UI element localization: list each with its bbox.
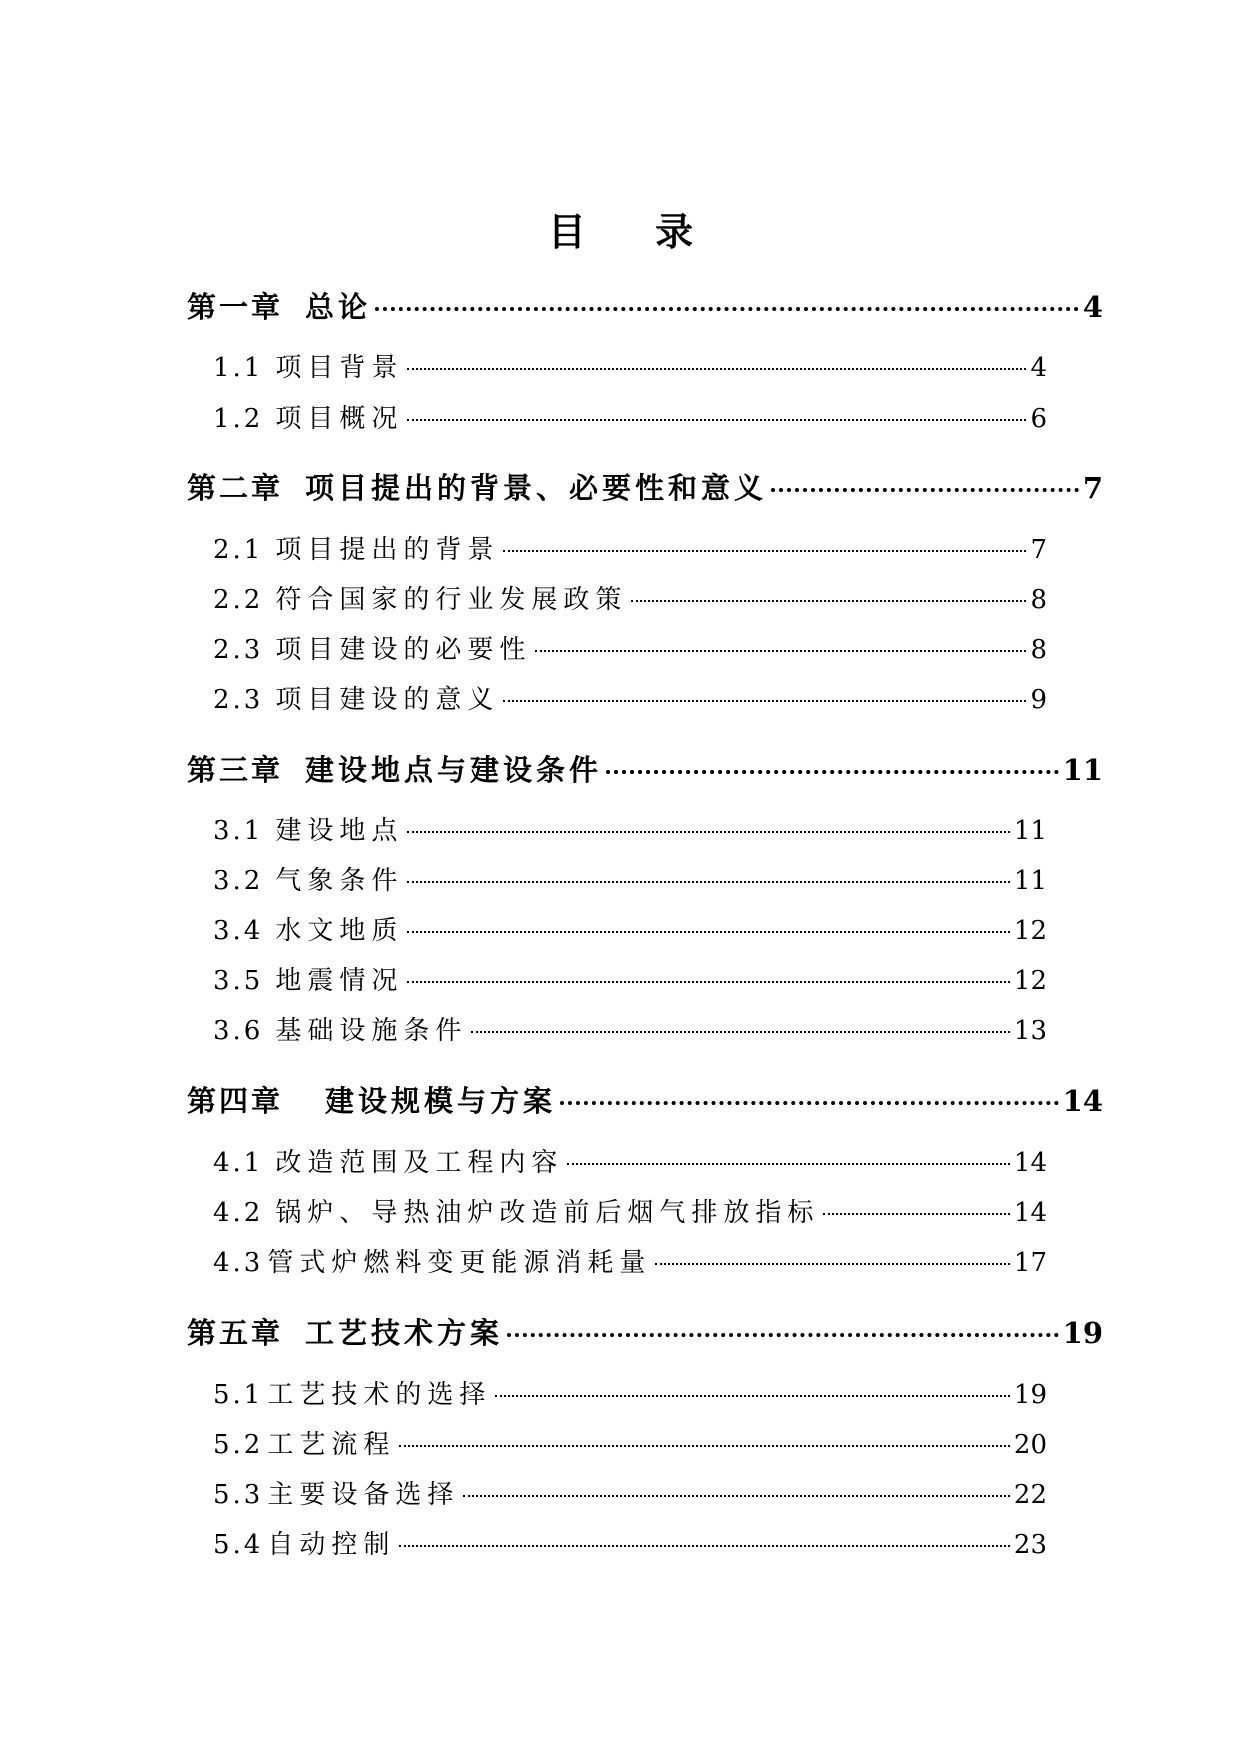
section-title: 项目建设的意义 bbox=[275, 685, 500, 715]
section-title: 锅炉、导热油炉改造前后烟气排放指标 bbox=[275, 1198, 820, 1228]
section-title: 工艺技术的选择 bbox=[267, 1380, 492, 1410]
section-title: 项目概况 bbox=[275, 404, 404, 434]
section-page-number: 4 bbox=[1030, 353, 1047, 383]
toc-section-label bbox=[213, 913, 403, 949]
section-number: 5.4 bbox=[213, 1530, 264, 1560]
toc-section-label bbox=[213, 401, 403, 437]
toc-chapter-label bbox=[187, 750, 602, 790]
toc-section-5-1 bbox=[213, 1377, 1047, 1413]
section-number: 4.1 bbox=[213, 1148, 264, 1178]
toc-section-4-1 bbox=[213, 1145, 1047, 1181]
toc-chapter-4 bbox=[187, 1081, 1103, 1121]
section-title: 基础设施条件 bbox=[275, 1016, 468, 1046]
section-number: 5.1 bbox=[213, 1380, 264, 1410]
section-page-number: 20 bbox=[1013, 1430, 1047, 1460]
chapter-title: 工艺技术方案 bbox=[305, 1316, 504, 1350]
section-title: 管式炉燃料变更能源消耗量 bbox=[267, 1248, 652, 1278]
section-page-number: 23 bbox=[1013, 1530, 1047, 1560]
chapter-title: 总论 bbox=[305, 290, 372, 324]
chapter-number: 第三章 bbox=[187, 753, 284, 787]
section-title: 改造范围及工程内容 bbox=[275, 1148, 564, 1178]
section-number: 3.1 bbox=[213, 816, 264, 846]
dot-leader bbox=[507, 1333, 1059, 1337]
section-number: 4.3 bbox=[213, 1248, 264, 1278]
dot-leader bbox=[655, 1263, 1010, 1265]
section-page-number: 8 bbox=[1030, 635, 1047, 665]
section-number: 3.4 bbox=[213, 916, 264, 946]
toc-section-label bbox=[213, 813, 403, 849]
toc-section-label bbox=[213, 863, 403, 899]
toc-section-3-4 bbox=[213, 963, 1047, 999]
toc-section-label bbox=[213, 582, 627, 618]
toc-section-3-1 bbox=[213, 813, 1047, 849]
section-title: 项目提出的背景 bbox=[275, 535, 500, 565]
toc-section-label bbox=[213, 1427, 395, 1463]
section-page-number: 13 bbox=[1013, 1016, 1047, 1046]
dot-leader bbox=[606, 770, 1059, 774]
chapter-page-number: 7 bbox=[1082, 471, 1103, 505]
toc-section-label bbox=[213, 1195, 819, 1231]
section-title: 气象条件 bbox=[275, 866, 404, 896]
section-title: 符合国家的行业发展政策 bbox=[275, 585, 628, 615]
toc-chapter-5 bbox=[187, 1313, 1103, 1353]
toc-section-5-2 bbox=[213, 1427, 1047, 1463]
chapter-number: 第五章 bbox=[187, 1316, 284, 1350]
section-number: 2.1 bbox=[213, 535, 264, 565]
toc-chapter-label bbox=[187, 287, 371, 327]
chapter-page-number: 4 bbox=[1082, 290, 1103, 324]
dot-leader bbox=[503, 550, 1026, 552]
section-title: 项目建设的必要性 bbox=[275, 635, 532, 665]
chapter-title: 建设地点与建设条件 bbox=[305, 753, 603, 787]
section-number: 3.2 bbox=[213, 866, 264, 896]
dot-leader bbox=[407, 419, 1026, 421]
dot-leader bbox=[503, 700, 1026, 702]
toc-section-2-3 bbox=[213, 632, 1047, 668]
section-page-number: 19 bbox=[1013, 1380, 1047, 1410]
section-title: 水文地质 bbox=[275, 916, 404, 946]
section-number: 2.2 bbox=[213, 585, 264, 615]
section-title: 项目背景 bbox=[275, 353, 404, 383]
toc-section-5-4 bbox=[213, 1527, 1047, 1563]
section-number: 2.3 bbox=[213, 635, 264, 665]
toc-section-label bbox=[213, 963, 403, 999]
section-number: 1.1 bbox=[213, 353, 264, 383]
section-page-number: 14 bbox=[1013, 1148, 1047, 1178]
toc-section-4-2 bbox=[213, 1195, 1047, 1231]
chapter-number: 第二章 bbox=[187, 471, 284, 505]
toc-chapter-3 bbox=[187, 750, 1103, 790]
section-number: 4.2 bbox=[213, 1198, 264, 1228]
section-page-number: 14 bbox=[1013, 1198, 1047, 1228]
toc-section-label bbox=[213, 1013, 467, 1049]
toc-section-1-2 bbox=[213, 401, 1047, 437]
section-number: 2.3 bbox=[213, 685, 264, 715]
toc-section-label bbox=[213, 632, 531, 668]
toc-chapter-label bbox=[187, 468, 767, 508]
dot-leader bbox=[407, 931, 1010, 933]
section-page-number: 8 bbox=[1030, 585, 1047, 615]
dot-leader bbox=[823, 1213, 1010, 1215]
dot-leader bbox=[567, 1163, 1010, 1165]
toc-section-3-5 bbox=[213, 1013, 1047, 1049]
section-page-number: 11 bbox=[1013, 816, 1047, 846]
dot-leader bbox=[399, 1545, 1010, 1547]
toc-section-label bbox=[213, 1477, 459, 1513]
chapter-number: 第四章 bbox=[187, 1084, 284, 1118]
toc-section-2-4 bbox=[213, 682, 1047, 718]
dot-leader bbox=[407, 881, 1010, 883]
dot-leader bbox=[495, 1395, 1010, 1397]
dot-leader bbox=[375, 307, 1079, 311]
toc-section-5-3 bbox=[213, 1477, 1047, 1513]
dot-leader bbox=[407, 368, 1026, 370]
toc-section-label bbox=[213, 1527, 395, 1563]
dot-leader bbox=[631, 600, 1026, 602]
section-page-number: 17 bbox=[1013, 1248, 1047, 1278]
toc-chapter-1 bbox=[187, 287, 1103, 327]
toc-section-label bbox=[213, 1377, 491, 1413]
chapter-title: 项目提出的背景、必要性和意义 bbox=[305, 471, 768, 505]
section-number: 5.2 bbox=[213, 1430, 264, 1460]
dot-leader bbox=[399, 1445, 1010, 1447]
toc-chapter-label bbox=[187, 1081, 556, 1121]
page-title: 目 录 bbox=[547, 209, 722, 254]
section-page-number: 6 bbox=[1030, 404, 1047, 434]
toc-chapter-label bbox=[187, 1313, 503, 1353]
chapter-page-number: 11 bbox=[1062, 753, 1103, 787]
toc-section-label bbox=[213, 1145, 563, 1181]
section-title: 地震情况 bbox=[275, 966, 404, 996]
chapter-number: 第一章 bbox=[187, 290, 284, 324]
toc-chapter-2 bbox=[187, 468, 1103, 508]
chapter-page-number: 19 bbox=[1062, 1316, 1103, 1350]
section-title: 自动控制 bbox=[267, 1530, 396, 1560]
section-page-number: 12 bbox=[1013, 966, 1047, 996]
section-title: 主要设备选择 bbox=[267, 1480, 460, 1510]
section-number: 3.6 bbox=[213, 1016, 264, 1046]
toc-section-label bbox=[213, 1245, 651, 1281]
dot-leader bbox=[407, 831, 1010, 833]
section-page-number: 11 bbox=[1013, 866, 1047, 896]
section-page-number: 12 bbox=[1013, 916, 1047, 946]
dot-leader bbox=[535, 650, 1026, 652]
toc-section-3-2 bbox=[213, 863, 1047, 899]
section-number: 3.5 bbox=[213, 966, 264, 996]
section-number: 1.2 bbox=[213, 404, 264, 434]
dot-leader bbox=[560, 1101, 1059, 1105]
toc-section-label bbox=[213, 350, 403, 386]
section-number: 5.3 bbox=[213, 1480, 264, 1510]
toc-section-3-3 bbox=[213, 913, 1047, 949]
toc-section-label bbox=[213, 532, 499, 568]
section-page-number: 9 bbox=[1030, 685, 1047, 715]
toc-section-2-2 bbox=[213, 582, 1047, 618]
section-title: 建设地点 bbox=[275, 816, 404, 846]
toc-section-2-1 bbox=[213, 532, 1047, 568]
chapter-title: 建设规模与方案 bbox=[325, 1084, 557, 1118]
section-title: 工艺流程 bbox=[267, 1430, 396, 1460]
toc-section-1-1 bbox=[213, 350, 1047, 386]
dot-leader bbox=[407, 981, 1010, 983]
chapter-page-number: 14 bbox=[1062, 1084, 1103, 1118]
dot-leader bbox=[471, 1031, 1010, 1033]
dot-leader bbox=[771, 488, 1079, 492]
toc-section-4-3 bbox=[213, 1245, 1047, 1281]
dot-leader bbox=[463, 1495, 1010, 1497]
section-page-number: 22 bbox=[1013, 1480, 1047, 1510]
section-page-number: 7 bbox=[1030, 535, 1047, 565]
toc-section-label bbox=[213, 682, 499, 718]
